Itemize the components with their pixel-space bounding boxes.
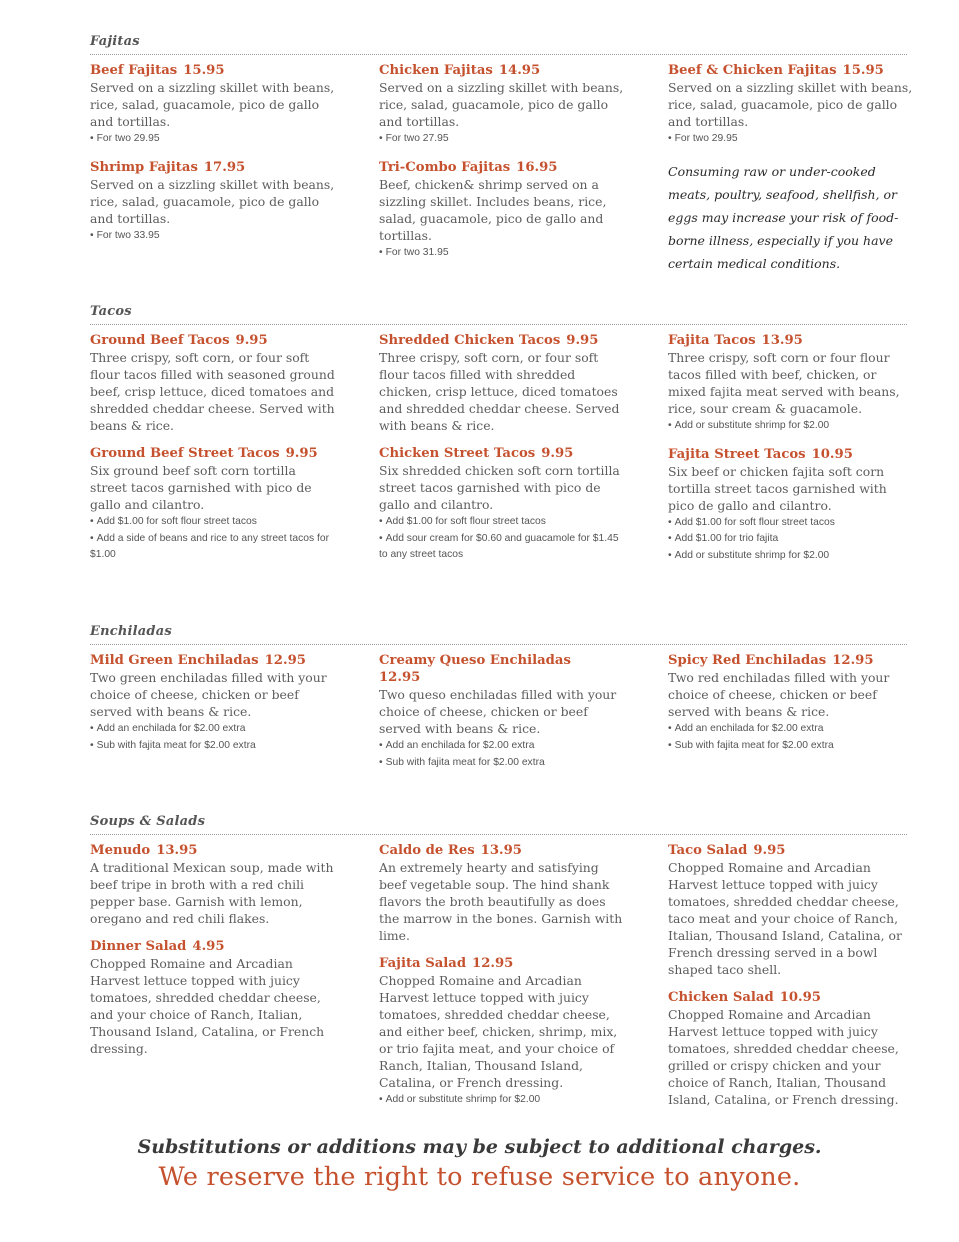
item-price: 10.95 [811,446,853,462]
item-price: 13.95 [156,843,198,858]
menu-item-shrimp-fajitas [90,159,335,245]
item-description: Two green enchiladas filled with your choice of cheese, chicken or beef served with beans & rice. [90,670,327,719]
item-description: Three crispy, soft corn, or four soft flour tacos filled with seasoned ground beef, crisp lettuce, diced tomatoes and shredded cheddar cheese. Served with beans & rice. [90,350,335,433]
item-price: 12.95 [832,653,874,668]
tacos-section [90,304,907,604]
item-name: Fajita Salad [379,956,467,971]
item-note: • For two 29.95 [90,133,160,144]
bullet-icon: • [90,133,94,144]
item-name: Beef Fajitas [90,63,178,78]
tacos-column-2 [379,332,624,575]
menu-item-mild-green-enchiladas [90,652,335,754]
bullet-icon: • [90,229,94,241]
item-price: 9.95 [235,333,268,348]
item-note: • Sub with fajita meat for $2.00 extra [668,739,834,751]
enchiladas-column-1 [90,652,335,765]
item-note: • Add an enchilada for $2.00 extra [90,723,246,734]
item-price: 12.95 [264,653,306,668]
item-price: 9.95 [541,446,574,461]
bullet-icon: • [379,740,383,751]
menu-item-chicken-street-tacos [379,445,624,564]
bullet-icon: • [668,516,672,528]
enchiladas-section [90,624,907,794]
item-description: Served on a sizzling skillet with beans, rice, salad, guacamole, pico de gallo and tortillas. [90,176,335,226]
section-divider [90,644,907,645]
bullet-icon: • [379,516,383,527]
bullet-icon: • [379,133,383,144]
item-description: Three crispy, soft corn, or four soft flour tacos filled with shredded chicken, crisp lettuce, diced tomatoes and shredded cheddar cheese. Served with beans & rice. [379,350,620,433]
item-price: 9.95 [753,843,786,858]
item-description: Six ground beef soft corn tortilla street tacos garnished with pico de gallo and cilantro. [90,463,312,512]
soups-column-3 [668,842,913,1119]
item-name: Beef & Chicken Fajitas [668,63,837,78]
item-name: Chicken Salad [668,990,774,1005]
tacos-column-1 [90,332,335,575]
section-title-tacos: Tacos [90,304,132,319]
item-note: • Add or substitute shrimp for $2.00 [668,549,830,561]
item-name: Chicken Street Tacos [379,446,536,461]
item-note: • Add $1.00 for soft flour street tacos [379,516,546,527]
bullet-icon: • [379,532,383,544]
menu-item-beef-fajitas [90,62,335,148]
menu-item-chicken-salad [668,989,913,1108]
menu-item-ground-beef-tacos [90,332,335,434]
item-price: 17.95 [203,159,246,175]
item-note: • Add or substitute shrimp for $2.00 [668,420,830,431]
item-note: • Add an enchilada for $2.00 extra [379,740,535,751]
fajitas-section [90,34,913,296]
item-description: Chopped Romaine and Arcadian Harvest lettuce topped with juicy tomatoes, shredded cheddar cheese, and your choice of Ranch, Italian, Thousand Island, Catalina, or French dressing. [90,956,325,1056]
item-description: Served on a sizzling skillet with beans, rice, salad, guacamole, pico de gallo and tortillas. [90,80,335,129]
item-description: Six shredded chicken soft corn tortilla street tacos garnished with pico de gallo and cilantro. [379,463,620,512]
item-description: Three crispy, soft corn or four flour tacos filled with beef, chicken, or mixed fajita meat served with beans, rice, sour cream & guacamole. [668,350,900,416]
bullet-icon: • [668,133,672,144]
section-divider [90,324,907,325]
item-name: Dinner Salad [90,939,187,954]
item-note: • For two 27.95 [379,133,449,144]
bullet-icon: • [90,739,94,751]
enchiladas-column-2 [379,652,624,782]
item-note: • Add $1.00 for soft flour street tacos [90,516,257,527]
item-name: Creamy Queso Enchiladas [379,653,571,668]
item-name: Mild Green Enchiladas [90,653,259,668]
menu-item-spicy-red-enchiladas [668,652,913,754]
item-description: Beef, chicken& shrimp served on a sizzling skillet. Includes beans, rice, salad, guacamole, pico de gallo and tortillas. [379,176,607,243]
item-name: Ground Beef Tacos [90,333,230,348]
item-note: • Add $1.00 for soft flour street tacos [668,516,835,528]
fajitas-column-2 [379,62,624,272]
menu-item-fajita-salad [379,955,624,1109]
item-name: Taco Salad [668,843,748,858]
item-description: Chopped Romaine and Arcadian Harvest lettuce topped with juicy tomatoes, shredded cheddar cheese, and either beef, chicken, shrimp, mix, or trio fajita meat, and your choice of Ranch, Italian, Thousand Island, Catalina, or French dressing. [379,973,618,1090]
menu-item-caldo-de-res [379,842,624,944]
bullet-icon: • [90,516,94,527]
item-name: Spicy Red Enchiladas [668,653,827,668]
item-price: 13.95 [480,843,522,858]
item-price: 16.95 [516,159,558,175]
item-note: • Add or substitute shrimp for $2.00 [379,1094,541,1105]
tacos-column-3 [668,332,913,575]
bullet-icon: • [379,246,383,258]
item-price: 15.95 [183,63,225,78]
soups-salads-section [90,814,907,1128]
item-price: 9.95 [566,333,599,348]
item-note: • Add sour cream for $0.60 and guacamole for $1.45 to any street tacos [379,532,619,560]
item-note: • Add $1.00 for trio fajita [668,533,779,544]
menu-item-fajita-tacos [668,332,913,435]
item-description: Two queso enchiladas filled with your choice of cheese, chicken or beef served with beans & rice. [379,687,617,736]
item-name: Menudo [90,843,151,858]
section-divider [90,834,907,835]
item-description: Chopped Romaine and Arcadian Harvest lettuce topped with juicy tomatoes, shredded cheddar cheese, taco meat and your choice of Ranch, Italian, Thousand Island, Catalina, or French dressing served in a bowl shaped taco shell. [668,860,902,977]
item-description: An extremely hearty and satisfying beef vegetable soup. The hind shank flavors the broth beautifully as does the marrow in the bones. Garnish with lime. [379,860,623,943]
fajitas-column-3 [668,62,913,275]
item-note: • For two 29.95 [668,133,738,144]
item-description: A traditional Mexican soup, made with beef tripe in broth with a red chili pepper base. Garnish with lemon, oregano and red chili flakes. [90,860,334,926]
menu-item-dinner-salad [90,938,335,1057]
item-name: Fajita Street Tacos [668,446,806,462]
item-note: • Add a side of beans and rice to any street tacos for $1.00 [90,532,329,560]
item-description: Two red enchiladas filled with your choice of cheese, chicken or beef served with beans & rice. [668,670,890,719]
item-note: • Sub with fajita meat for $2.00 extra [379,756,545,768]
item-name: Shredded Chicken Tacos [379,333,561,348]
menu-item-shredded-chicken-tacos [379,332,624,434]
menu-item-fajita-street-tacos [668,446,913,565]
item-description: Six beef or chicken fajita soft corn tortilla street tacos garnished with pico de gallo and cilantro. [668,463,887,513]
menu-item-tri-combo-fajitas [379,159,624,262]
bullet-icon: • [668,533,672,544]
menu-item-beef-chicken-fajitas [668,62,913,148]
bullet-icon: • [379,756,383,768]
item-price: 4.95 [192,939,225,954]
item-description: Chopped Romaine and Arcadian Harvest lettuce topped with juicy tomatoes, shredded cheddar cheese, grilled or crispy chicken and your choice of Ranch, Italian, Thousand Island, Catalina, or French dressing. [668,1007,899,1107]
enchiladas-column-3 [668,652,913,765]
item-description: Served on a sizzling skillet with beans, rice, salad, guacamole, pico de gallo and tortillas. [379,80,624,129]
item-note: • For two 33.95 [90,229,160,241]
soups-column-2 [379,842,624,1120]
bullet-icon: • [668,723,672,734]
bullet-icon: • [668,549,672,561]
bullet-icon: • [90,723,94,734]
menu-item-chicken-fajitas [379,62,624,148]
fajitas-column-1 [90,62,335,255]
bullet-icon: • [379,1094,383,1105]
menu-item-taco-salad [668,842,913,978]
menu-item-menudo [90,842,335,927]
service-notice: We reserve the right to refuse service to anyone. [158,1162,801,1192]
item-name: Ground Beef Street Tacos [90,446,280,461]
bullet-icon: • [90,532,94,544]
item-price: 12.95 [472,956,514,971]
substitutions-note: Substitutions or additions may be subject to additional charges. [137,1136,822,1158]
section-divider [90,54,907,55]
item-price: 9.95 [285,446,318,461]
section-title-soups-salads: Soups & Salads [90,814,206,829]
section-title-enchiladas: Enchiladas [90,624,172,639]
item-price: 14.95 [498,63,541,78]
item-price: 15.95 [842,63,884,78]
menu-item-creamy-queso-enchiladas [379,652,624,771]
item-name: Tri-Combo Fajitas [379,159,511,175]
soups-column-1 [90,842,335,1068]
item-name: Caldo de Res [379,843,475,858]
item-name: Chicken Fajitas [379,63,493,78]
item-note: • Add an enchilada for $2.00 extra [668,723,824,734]
item-price: 12.95 [379,670,421,685]
section-title-fajitas: Fajitas [90,34,140,49]
item-description: Served on a sizzling skillet with beans, rice, salad, guacamole, pico de gallo and tortillas. [668,80,913,129]
item-note: • Sub with fajita meat for $2.00 extra [90,739,256,751]
menu-item-ground-beef-street-tacos [90,445,335,564]
item-price: 10.95 [779,990,821,1005]
item-name: Fajita Tacos [668,333,756,348]
item-name: Shrimp Fajitas [90,159,198,175]
bullet-icon: • [668,420,672,431]
item-note: • For two 31.95 [379,246,449,258]
bullet-icon: • [668,739,672,751]
item-price: 13.95 [761,333,803,348]
consumer-advisory: Consuming raw or under-cooked meats, poultry, seafood, shellfish, or eggs may increase your risk of food-borne illness, especially if you have certain medical conditions. [668,163,899,271]
